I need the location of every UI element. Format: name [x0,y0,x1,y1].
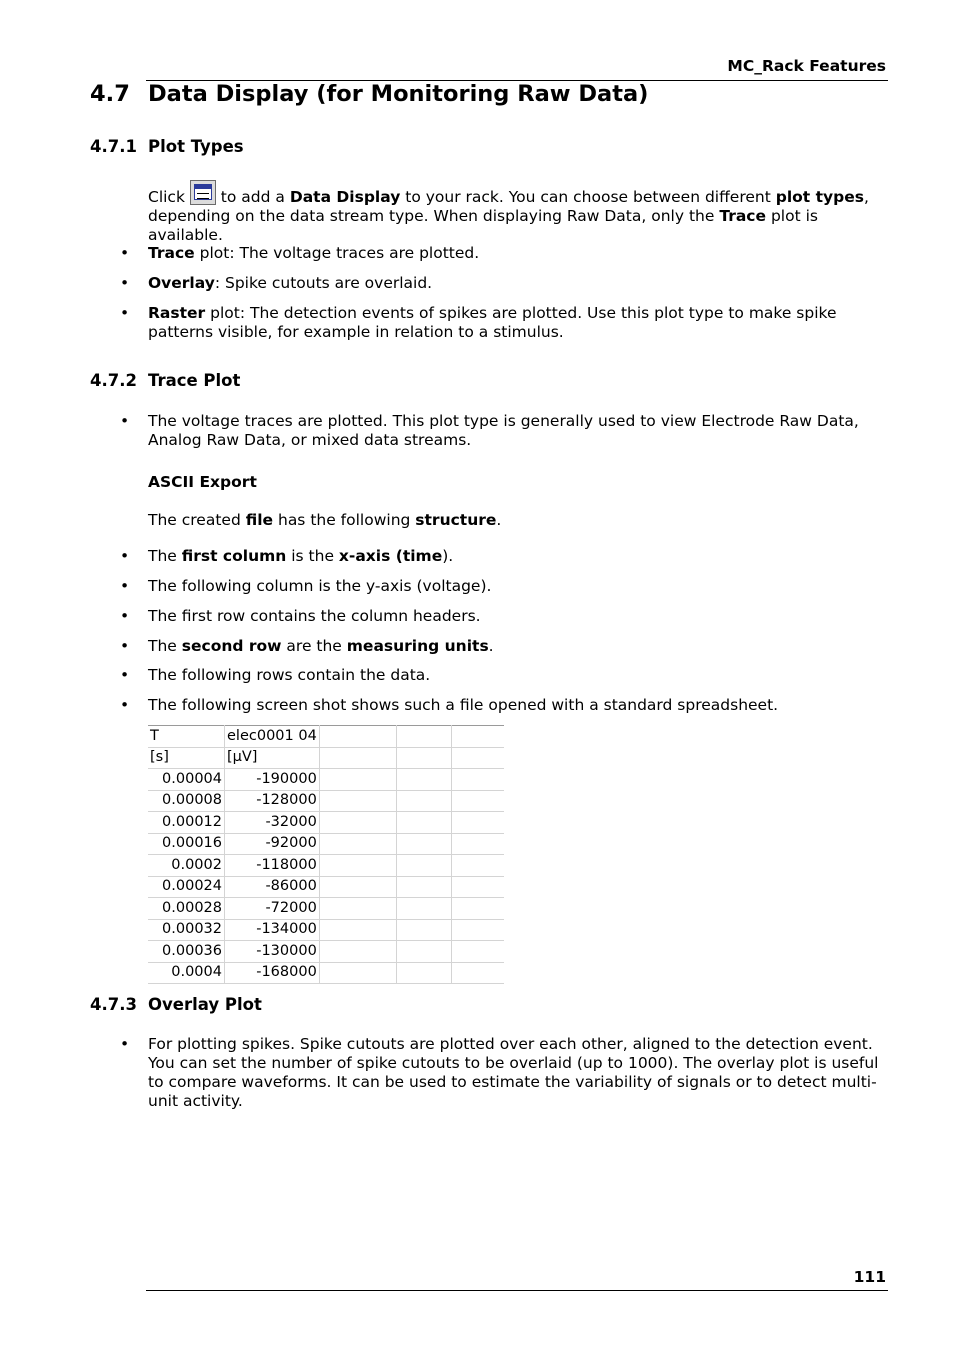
table-cell [451,812,504,834]
table-cell [451,790,504,812]
term: Trace [148,244,195,262]
text: . [488,637,494,655]
table-cell [319,919,396,941]
table-cell [319,898,396,920]
bullet-icon: • [120,607,130,625]
text: ). [442,547,454,565]
running-header: MC_Rack Features [727,57,886,75]
data-display-icon [190,180,216,205]
table-cell [451,962,504,984]
description: The following rows contain the data. [148,666,431,684]
table-cell [319,769,396,791]
table-row [148,898,504,920]
table-cell [451,833,504,855]
table-cell: -86000 [225,876,320,898]
page-number: 111 [853,1268,886,1286]
spreadsheet-table [148,725,504,984]
table-cell: 0.0002 [148,855,225,877]
footer-rule [146,1290,888,1291]
intro-bold: Trace [719,207,767,225]
table-cell [319,941,396,963]
table-cell: T [148,726,225,748]
table-cell: 0.00004 [148,769,225,791]
text: The created [148,511,246,529]
table-cell: -134000 [225,919,320,941]
section-heading [90,81,648,107]
table-row [148,769,504,791]
text: The [148,637,182,655]
table-row [148,876,504,898]
spreadsheet-screenshot [148,725,510,981]
table-cell [451,726,504,748]
description: plot: The detection events of spikes are plotted. Use this plot type to make spike patterns visible, for example in relation to a stimulus. [148,304,837,341]
ascii-export-heading: ASCII Export [148,473,257,491]
bullet-icon: • [120,547,130,565]
description: : Spike cutouts are overlaid. [214,274,433,292]
bullet-icon: • [120,1035,130,1053]
description: The first row contains the column headers. [148,607,481,625]
table-cell [396,812,451,834]
table-cell [319,790,396,812]
subsection-number: 4.7.3 [90,995,137,1014]
description: plot: The voltage traces are plotted. [194,244,480,262]
table-cell: -168000 [225,962,320,984]
table-cell: 0.00012 [148,812,225,834]
table-cell [396,769,451,791]
intro-bold: Data Display [289,188,401,206]
text-bold: second row [181,637,282,655]
subsection-title: Plot Types [148,137,244,156]
table-cell: 0.00036 [148,941,225,963]
text: has the following [273,511,416,529]
table-cell: -190000 [225,769,320,791]
table-row [148,855,504,877]
text: is the [286,547,339,565]
subsection-title: Trace Plot [148,371,241,390]
text-bold: structure [415,511,497,529]
bullet-icon: • [120,244,130,262]
subsection-title: Overlay Plot [148,995,262,1014]
section-number: 4.7 [90,81,130,107]
text-bold: measuring units [346,637,489,655]
table-cell: [µV] [225,747,320,769]
bullet-icon: • [120,412,130,430]
table-cell [451,747,504,769]
subsection-number: 4.7.2 [90,371,137,390]
table-cell [396,747,451,769]
table-cell: -130000 [225,941,320,963]
table-cell: -128000 [225,790,320,812]
table-cell: 0.0004 [148,962,225,984]
term: Overlay [148,274,215,292]
term: Raster [148,304,206,322]
table-cell: 0.00024 [148,876,225,898]
table-cell [451,855,504,877]
table-cell: -32000 [225,812,320,834]
table-row [148,962,504,984]
description: The following column is the y-axis (voltage). [148,577,492,595]
table-cell [396,919,451,941]
bullet-icon: • [120,696,130,714]
table-cell [396,898,451,920]
table-cell [396,876,451,898]
table-cell: -72000 [225,898,320,920]
table-row [148,941,504,963]
table-cell: 0.00008 [148,790,225,812]
text: . [496,511,502,529]
structure-paragraph [148,511,888,530]
table-cell [451,898,504,920]
plot-types-intro [148,180,888,245]
text-bold: first column [181,547,287,565]
table-cell [451,919,504,941]
text: are the [281,637,347,655]
bullet-icon: • [120,304,130,322]
table-cell: elec0001 04 [225,726,320,748]
table-row [148,726,504,748]
description: For plotting spikes. Spike cutouts are plotted over each other, aligned to the detection event. You can set the number of spike cutouts to be overlaid (up to 1000). The overlay plot is useful to compare waveforms. It can be used to estimate the variability of signals or to detect multi-unit activity. [148,1035,879,1110]
table-cell [319,833,396,855]
table-cell: 0.00032 [148,919,225,941]
table-cell [396,855,451,877]
table-cell [396,941,451,963]
table-row [148,790,504,812]
table-cell [451,941,504,963]
table-cell [319,855,396,877]
intro-text: to add a [215,188,290,206]
table-cell [319,747,396,769]
section-title: Data Display (for Monitoring Raw Data) [148,81,649,107]
table-cell [396,790,451,812]
text-bold: file [245,511,274,529]
table-cell [396,726,451,748]
table-cell: [s] [148,747,225,769]
table-cell: 0.00028 [148,898,225,920]
table-cell [396,962,451,984]
table-cell: 0.00016 [148,833,225,855]
table-row [148,747,504,769]
text-bold: x-axis (time [338,547,443,565]
table-row [148,812,504,834]
bullet-icon: • [120,666,130,684]
table-cell [319,726,396,748]
text: The [148,547,182,565]
table-cell: -92000 [225,833,320,855]
table-cell [396,833,451,855]
description: The voltage traces are plotted. This plot type is generally used to view Electrode Raw Data, Analog Raw Data, or mixed data streams. [148,412,859,449]
table-cell [451,769,504,791]
subsection-heading-trace-plot [90,371,240,390]
table-cell [319,876,396,898]
intro-text: , depending on the data stream type. When displaying Raw Data, only the [148,188,869,225]
description: The following screen shot shows such a file opened with a standard spreadsheet. [148,696,779,714]
table-row [148,833,504,855]
intro-text: Click [148,188,185,206]
bullet-icon: • [120,274,130,292]
table-cell: -118000 [225,855,320,877]
table-cell [319,962,396,984]
subsection-heading-plot-types [90,137,244,156]
subsection-number: 4.7.1 [90,137,137,156]
intro-text: to your rack. You can choose between different [400,188,776,206]
bullet-icon: • [120,577,130,595]
subsection-heading-overlay-plot [90,995,262,1014]
table-row [148,919,504,941]
table-cell [451,876,504,898]
bullet-icon: • [120,637,130,655]
table-cell [319,812,396,834]
intro-bold: plot types [775,188,864,206]
intro-text: plot is available. [148,207,818,244]
